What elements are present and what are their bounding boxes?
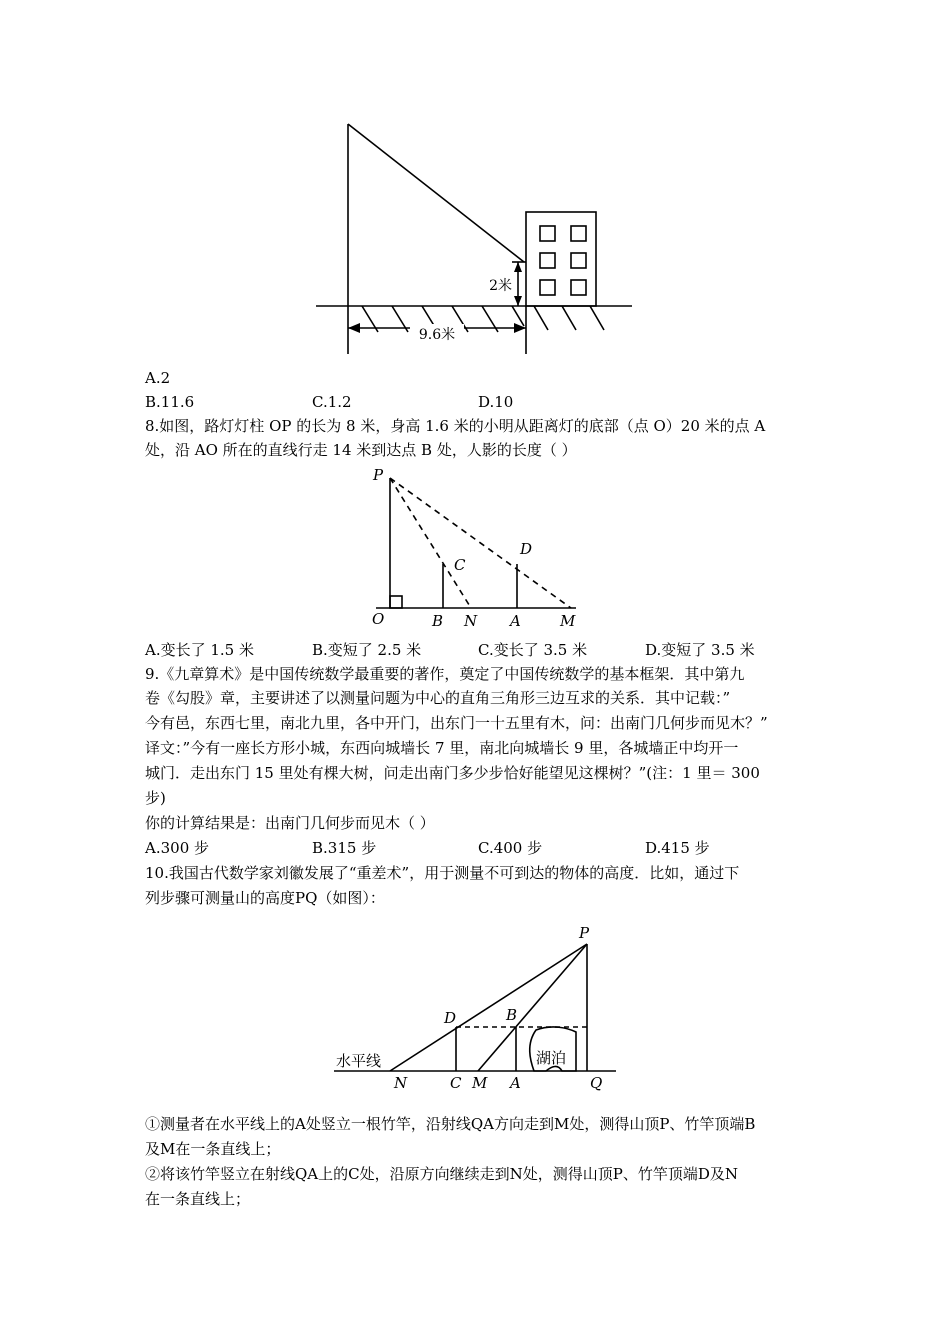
figure-lamp-shadow [360,462,590,634]
q10-label-horizon: 水平线 [336,1052,382,1070]
q9-line-1: 9.《九章算术》是中国传统数学最重要的著作，奠定了中国传统数学的基本框架．其中第九 [145,665,745,683]
q10-label-m: M [472,1074,488,1092]
q9-line-5: 城门．走出东门 15 里处有棵大树，问走出南门多少步恰好能望见这棵树？”(注：1 里＝ 300 [145,764,760,782]
q10-label-p: P [579,924,590,942]
q9-line-2: 卷《勾股》章，主要讲述了以测量问题为中心的直角三角形三边互求的关系．其中记载：” [145,689,731,707]
q9-line-6: 步) [145,789,166,807]
q8-option-c: C.变长了 3.5 米 [478,641,588,659]
q7-option-a: A.2 [145,369,171,387]
q9-line-7: 你的计算结果是：出南门几何步而见木（ ） [145,814,435,832]
q9-line-4: 译文：”今有一座长方形小城，东西向城墙长 7 里，南北向城墙长 9 里，各城墙正中均开一 [145,739,739,757]
q8-option-a: A.变长了 1.5 米 [145,641,254,659]
q8-label-b: B [432,612,444,630]
q9-option-a: A.300 步 [145,839,209,857]
q8-label-p: P [373,466,384,484]
q10-label-b: B [506,1006,518,1024]
q7-option-c: C.1.2 [312,393,352,411]
figure-mountain-height [330,920,630,1100]
q9-option-d: D.415 步 [645,839,710,857]
figure-building-shadow [300,110,640,360]
q7-option-b: B.11.6 [145,393,195,411]
height-label: 2米 [489,278,512,294]
q9-option-b: B.315 步 [312,839,377,857]
q10-step-2-cont: 在一条直线上； [145,1190,251,1208]
q10-label-lake: 湖泊 [536,1049,567,1067]
q10-label-d: D [444,1009,457,1027]
q10-line-2: 列步骤可测量山的高度PQ（如图）： [145,889,385,907]
q8-line-2: 处，沿 AO 所在的直线行走 14 米到达点 B 处，人影的长度（ ） [145,441,577,459]
q10-label-n: N [394,1074,408,1092]
q8-label-a: A [510,612,521,630]
width-label: 9.6米 [418,327,456,343]
q10-step-1-cont: 及M在一条直线上； [145,1140,281,1158]
q8-option-d: D.变短了 3.5 米 [645,641,755,659]
q10-step-1: ①测量者在水平线上的A处竖立一根竹竿，沿射线QA方向走到M处，测得山顶P、竹竿顶端B [145,1115,756,1133]
q8-label-m: M [560,612,576,630]
q8-label-o: O [372,610,385,628]
q10-label-a: A [510,1074,521,1092]
q7-option-d: D.10 [478,393,514,411]
q8-label-n: N [464,612,478,630]
q8-label-d: D [520,540,533,558]
q9-line-3: 今有邑，东西七里，南北九里，各中开门，出东门一十五里有木，问：出南门几何步而见木？” [145,714,768,732]
q10-step-2: ②将该竹竿竖立在射线QA上的C处，沿原方向继续走到N处，测得山顶P、竹竿顶端D及N [145,1165,738,1183]
q10-label-c: C [450,1074,462,1092]
q8-option-b: B.变短了 2.5 米 [312,641,422,659]
q8-label-c: C [454,556,466,574]
q10-line-1: 10.我国古代数学家刘徽发展了“重差术”，用于测量不可到达的物体的高度．比如，通过下 [145,864,740,882]
q9-option-c: C.400 步 [478,839,543,857]
q10-label-q: Q [590,1074,603,1092]
q8-line-1: 8.如图，路灯灯柱 OP 的长为 8 米，身高 1.6 米的小明从距离灯的底部（点 O）20 米的点 A [145,417,766,435]
